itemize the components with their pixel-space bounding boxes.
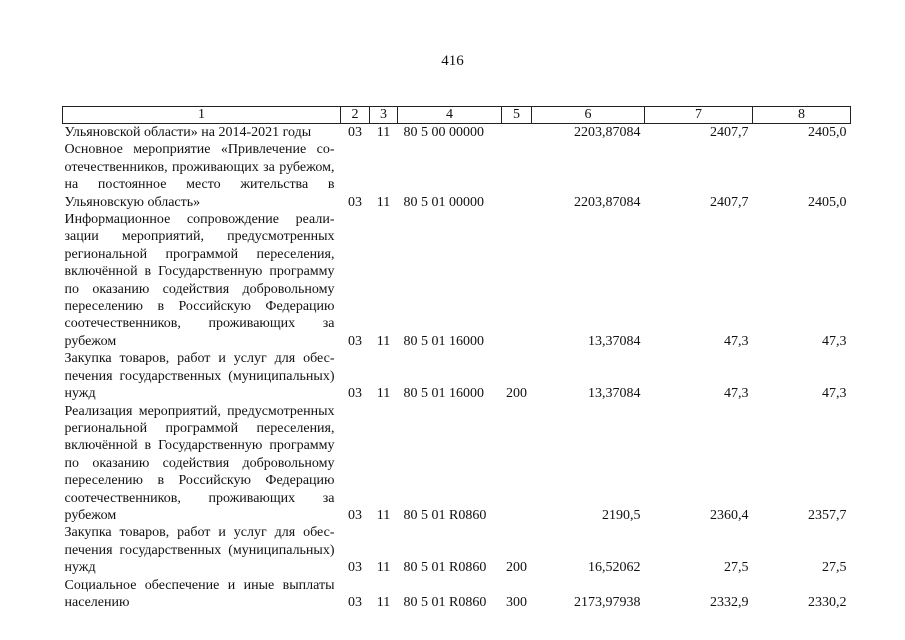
amount-col8: 27,5 xyxy=(822,560,847,576)
row-name: Закупка товаров, работ и услуг для обеспечения государственных (муниципальных) нужд xyxy=(64,351,335,402)
section-code: 03 xyxy=(348,594,362,610)
amount-col6: 13,37084 xyxy=(588,333,641,349)
section-code: 03 xyxy=(348,507,362,523)
budget-table xyxy=(62,106,851,611)
subsection-code: 11 xyxy=(376,125,391,140)
table-row xyxy=(63,524,851,576)
subsection-code: 11 xyxy=(376,386,391,402)
row-name: Закупка товаров, работ и услуг для обеспечения государственных (муниципальных) нужд xyxy=(64,525,335,576)
section-code: 03 xyxy=(348,560,362,576)
expense-type-code xyxy=(502,124,532,142)
target-article-code: 80 5 01 16000 xyxy=(403,386,484,402)
amount-col6: 16,52062 xyxy=(588,560,641,576)
amount-col7: 47,3 xyxy=(724,333,749,349)
target-article-code: 80 5 01 00000 xyxy=(403,194,484,210)
target-article-code: 80 5 01 R0860 xyxy=(403,594,487,610)
column-header: 6 xyxy=(532,107,645,124)
target-article-code: 80 5 01 R0860 xyxy=(403,507,487,523)
section-code: 03 xyxy=(348,386,362,402)
section-code: 03 xyxy=(348,194,362,210)
subsection-code: 11 xyxy=(376,594,391,610)
amount-col6: 2190,5 xyxy=(602,507,641,523)
amount-col8: 47,3 xyxy=(822,386,847,402)
amount-col8: 2357,7 xyxy=(808,507,847,523)
target-article-code: 80 5 01 16000 xyxy=(403,333,484,349)
column-header: 7 xyxy=(645,107,753,124)
table-row xyxy=(63,403,851,525)
amount-col7: 2332,9 xyxy=(710,594,749,610)
subsection-code: 11 xyxy=(376,194,391,210)
expense-type-code xyxy=(502,403,532,525)
amount-col6: 2203,87084 xyxy=(574,194,641,210)
column-header: 3 xyxy=(370,107,398,124)
header-row xyxy=(63,107,851,124)
subsection-code: 11 xyxy=(376,333,391,349)
section-code: 03 xyxy=(348,125,362,140)
amount-col7: 2407,7 xyxy=(710,125,749,140)
amount-col6: 2173,97938 xyxy=(574,594,641,610)
amount-col8: 2405,0 xyxy=(808,125,847,140)
subsection-code: 11 xyxy=(376,507,391,523)
column-header: 1 xyxy=(63,107,341,124)
amount-col8: 2330,2 xyxy=(808,594,847,610)
amount-col7: 27,5 xyxy=(724,560,749,576)
subsection-code: 11 xyxy=(376,560,391,576)
table-row xyxy=(63,211,851,350)
amount-col8: 47,3 xyxy=(822,333,847,349)
column-header: 2 xyxy=(341,107,370,124)
target-article-code: 80 5 00 00000 xyxy=(403,125,484,140)
table-row xyxy=(63,141,851,211)
row-name: Социальное обеспечение и иные выплаты населению xyxy=(64,577,335,610)
amount-col8: 2405,0 xyxy=(808,194,847,210)
amount-col7: 2360,4 xyxy=(710,507,749,523)
section-code: 03 xyxy=(348,333,362,349)
table-row xyxy=(63,577,851,612)
column-header: 8 xyxy=(753,107,851,124)
expense-type-code xyxy=(502,141,532,211)
column-header: 5 xyxy=(502,107,532,124)
amount-col7: 47,3 xyxy=(724,386,749,402)
table-row xyxy=(63,124,851,142)
row-name: Ульяновской области» на 2014-2021 годы xyxy=(64,125,312,140)
expense-type-code xyxy=(502,211,532,350)
row-name: Информационное сопровождение реализации мероприятий, предусмотренных региональной программой переселения, включённой в Государственную программу по оказанию содействия добровольному переселению в Российскую Федерацию соотечественников, проживающих за рубежом xyxy=(64,212,335,349)
row-name: Реализация мероприятий, предусмотренных региональной программой переселения, включённой в Государственную программу по оказанию содействия добровольному переселению в Российскую Федерацию соотечественников, проживающих за рубежом xyxy=(64,403,335,523)
target-article-code: 80 5 01 R0860 xyxy=(403,560,487,576)
column-header: 4 xyxy=(398,107,502,124)
expense-type-code: 200 xyxy=(506,386,527,402)
expense-type-code: 200 xyxy=(506,560,527,576)
expense-type-code: 300 xyxy=(506,594,527,610)
table-row xyxy=(63,350,851,402)
amount-col7: 2407,7 xyxy=(710,194,749,210)
row-name: Основное мероприятие «Привлечение соотечественников, проживающих за рубежом, на постоянное место жительства в Ульяновскую область» xyxy=(64,142,335,210)
amount-col6: 13,37084 xyxy=(588,386,641,402)
amount-col6: 2203,87084 xyxy=(574,125,641,140)
page-number: 416 xyxy=(441,53,464,69)
